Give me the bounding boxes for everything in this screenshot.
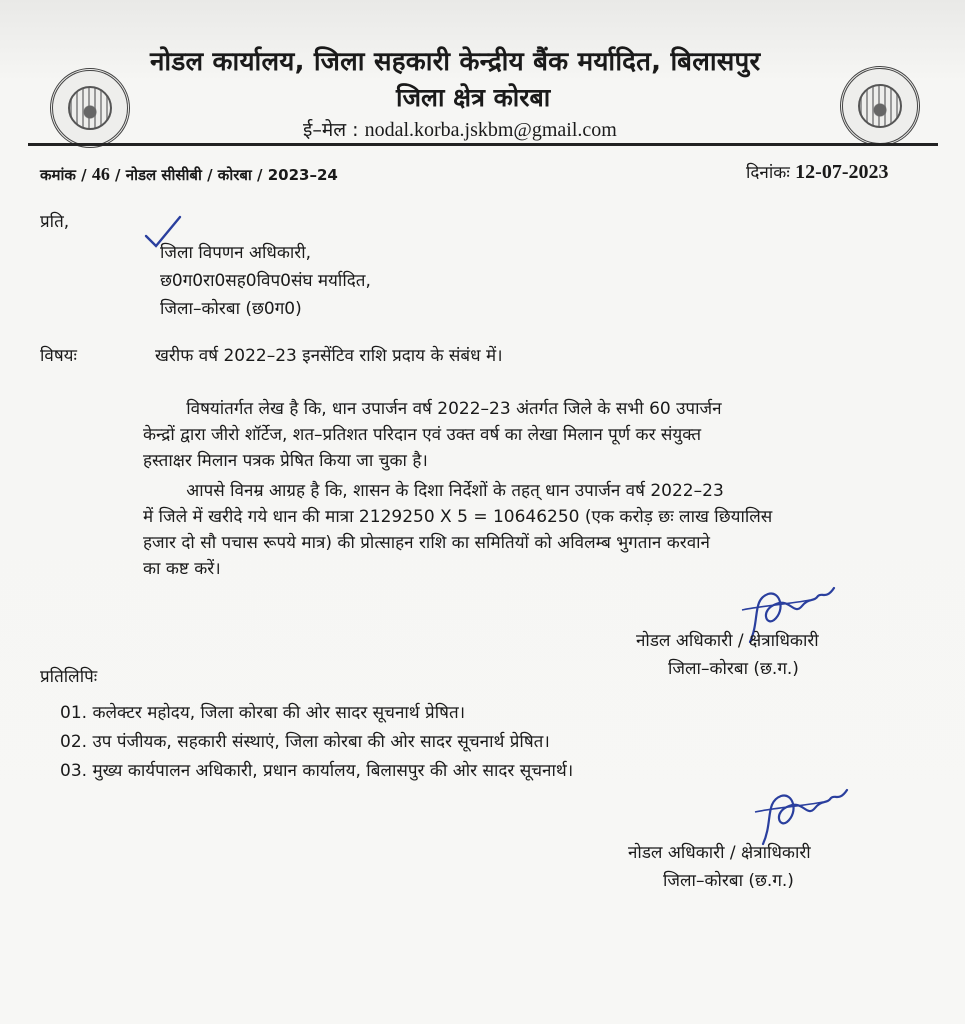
letterhead-email (303, 116, 617, 142)
letterhead-subtitle: जिला क्षेत्र कोरबा (396, 83, 551, 112)
body-paragraph-2 (143, 478, 938, 582)
subject-label: विषयः (40, 346, 77, 366)
email-address: nodal.korba.jskbm@gmail.com (364, 119, 617, 141)
signature-1-title: नोडल अधिकारी / क्षेत्राधिकारी (636, 631, 819, 651)
body-line: में जिले में खरीदे गये धान की मात्रा 2129250 X 5 = 10646250 (एक करोड़ छः लाख छियालिस (143, 507, 773, 527)
body-line: केन्द्रों द्वारा जीरो शॉर्टेज, शत–प्रतिशत परिदान एवं उक्त वर्ष का लेखा मिलान पूर्ण कर संयुक्त (143, 425, 702, 445)
body-line: हस्ताक्षर मिलान पत्रक प्रेषित किया जा चुका है। (143, 451, 428, 471)
body-line: हजार दो सौ पचास रूपये मात्र) की प्रोत्साहन राशि का समितियों को अविलम्ब भुगतान करवाने (143, 533, 710, 553)
body-line: का कष्ट करें। (143, 559, 221, 579)
signature-1-place: जिला–कोरबा (छ.ग.) (668, 659, 799, 679)
letter-date (746, 160, 889, 184)
letterhead-divider (28, 143, 938, 146)
reference-suffix: / नोडल सीसीबी / कोरबा / 2023–24 (109, 166, 338, 184)
body-line: विषयांतर्गत लेख है कि, धान उपार्जन वर्ष 2022–23 अंतर्गत जिले के सभी 60 उपार्जन (143, 399, 722, 419)
email-label: ई–मेल : (303, 119, 365, 141)
bank-seal-right-icon (840, 66, 920, 146)
reference-number (40, 164, 338, 185)
copy-to-label: प्रतिलिपिः (40, 667, 98, 687)
copy-to-item: 03. मुख्य कार्यपालन अधिकारी, प्रधान कार्यालय, बिलासपुर की ओर सादर सूचनार्थ। (60, 761, 574, 781)
letterhead-title: नोडल कार्यालय, जिला सहकारी केन्द्रीय बैंक मर्यादित, बिलासपुर (150, 47, 761, 77)
subject-text: खरीफ वर्ष 2022–23 इनसेंटिव राशि प्रदाय के संबंध में। (155, 346, 503, 366)
recipient-line: छ0ग0रा0सह0विप0संघ मर्यादित, (160, 271, 371, 291)
body-paragraph-1 (143, 396, 938, 474)
recipient-line: जिला विपणन अधिकारी, (160, 243, 312, 263)
bank-seal-left-icon (50, 68, 130, 148)
date-value: 12-07-2023 (795, 161, 889, 183)
copy-to-item: 02. उप पंजीयक, सहकारी संस्थाएं, जिला कोरबा की ओर सादर सूचनार्थ प्रेषित। (60, 732, 550, 752)
recipient-line: जिला–कोरबा (छ0ग0) (160, 299, 302, 319)
to-label: प्रति, (40, 212, 70, 232)
copy-to-item: 01. कलेक्टर महोदय, जिला कोरबा की ओर सादर सूचनार्थ प्रेषित। (60, 703, 466, 723)
body-line: आपसे विनम्र आग्रह है कि, शासन के दिशा निर्देशों के तहत् धान उपार्जन वर्ष 2022–23 (143, 481, 724, 501)
signature-2-place: जिला–कोरबा (छ.ग.) (663, 871, 794, 891)
reference-serial: 46 (91, 164, 110, 184)
reference-prefix: कमांक / (40, 166, 92, 184)
signature-2-title: नोडल अधिकारी / क्षेत्राधिकारी (628, 843, 811, 863)
date-label: दिनांकः (746, 163, 796, 183)
